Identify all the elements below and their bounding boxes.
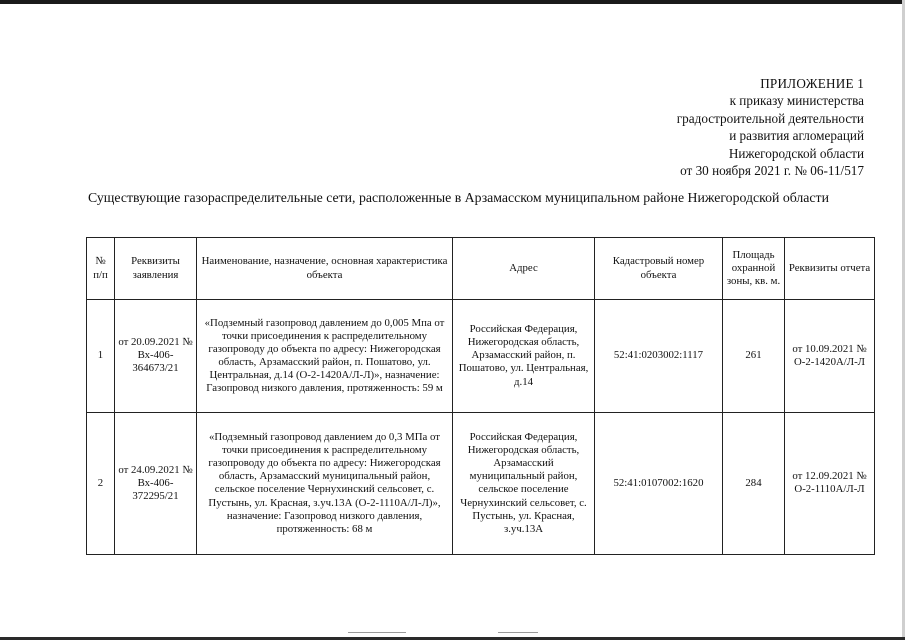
gas-networks-table [86,237,875,555]
cell-area: 284 [723,412,785,554]
table-row [87,412,875,554]
cell-cadastral: 52:41:0203002:1117 [595,300,723,413]
cell-request: от 24.09.2021 № Вх-406-372295/21 [115,412,197,554]
document-title: Существующие газораспределительные сети, расположенные в Арзамасском муниципальном районе Нижегородской области [88,190,829,205]
annex-title: ПРИЛОЖЕНИЕ 1 [760,76,864,91]
annex-line: Нижегородской области [728,145,864,161]
annex-line: и развития агломераций [729,128,864,144]
header-name: Наименование, назначение, основная характеристика объекта [197,238,453,300]
header-area: Площадь охранной зоны, кв. м. [723,238,785,300]
cell-num: 1 [87,300,115,413]
annex-header [564,75,864,179]
cell-name: «Подземный газопровод давлением до 0,3 МПа от точки присоединения к распределительному газопроводу до объекта по адресу: Нижегородская область, Арзамасский муниципальный район, сельское поселение Чернухинский сельсовет, с. Пустынь, ул. Красная, з.уч.13А (О-2-1110А/Л-Л)», назначение: Газопровод низкого давления, протяженность: 68 м [197,412,453,554]
scan-artifact-line [348,632,406,633]
cell-area: 261 [723,300,785,413]
cell-request: от 20.09.2021 № Вх-406-364673/21 [115,300,197,413]
cell-name: «Подземный газопровод давлением до 0,005 Мпа от точки присоединения к распределительному газопроводу до объекта по адресу: Нижегородская область, Арзамасский район, п. Пошатово, ул. Центральная, д.14 (О-2-1420А/Л-Л)», назначение: Газопровод низкого давления, протяженность: 59 м [197,300,453,413]
cell-address: Российская Федерация, Нижегородская область, Арзамасский район, п. Пошатово, ул. Центральная, д.14 [453,300,595,413]
header-report: Реквизиты отчета [785,238,875,300]
cell-address: Российская Федерация, Нижегородская область, Арзамасский муниципальный район, сельское поселение Чернухинский сельсовет, с. Пустынь, ул. Красная, з.уч.13А [453,412,595,554]
cell-report: от 10.09.2021 № О-2-1420А/Л-Л [785,300,875,413]
header-request: Реквизиты заявления [115,238,197,300]
header-cadastral: Кадастровый номер объекта [595,238,723,300]
scan-top-edge [0,0,905,4]
annex-order-reference: от 30 ноября 2021 г. № 06-11/517 [680,163,864,179]
annex-line: к приказу министерства [729,93,864,109]
table-row [87,300,875,413]
header-num: № п/п [87,238,115,300]
cell-num: 2 [87,412,115,554]
annex-line: градостроительной деятельности [676,110,864,126]
scan-artifact-line [498,632,538,633]
cell-cadastral: 52:41:0107002:1620 [595,412,723,554]
header-address: Адрес [453,238,595,300]
cell-report: от 12.09.2021 № О-2-1110А/Л-Л [785,412,875,554]
table-header-row [87,238,875,300]
